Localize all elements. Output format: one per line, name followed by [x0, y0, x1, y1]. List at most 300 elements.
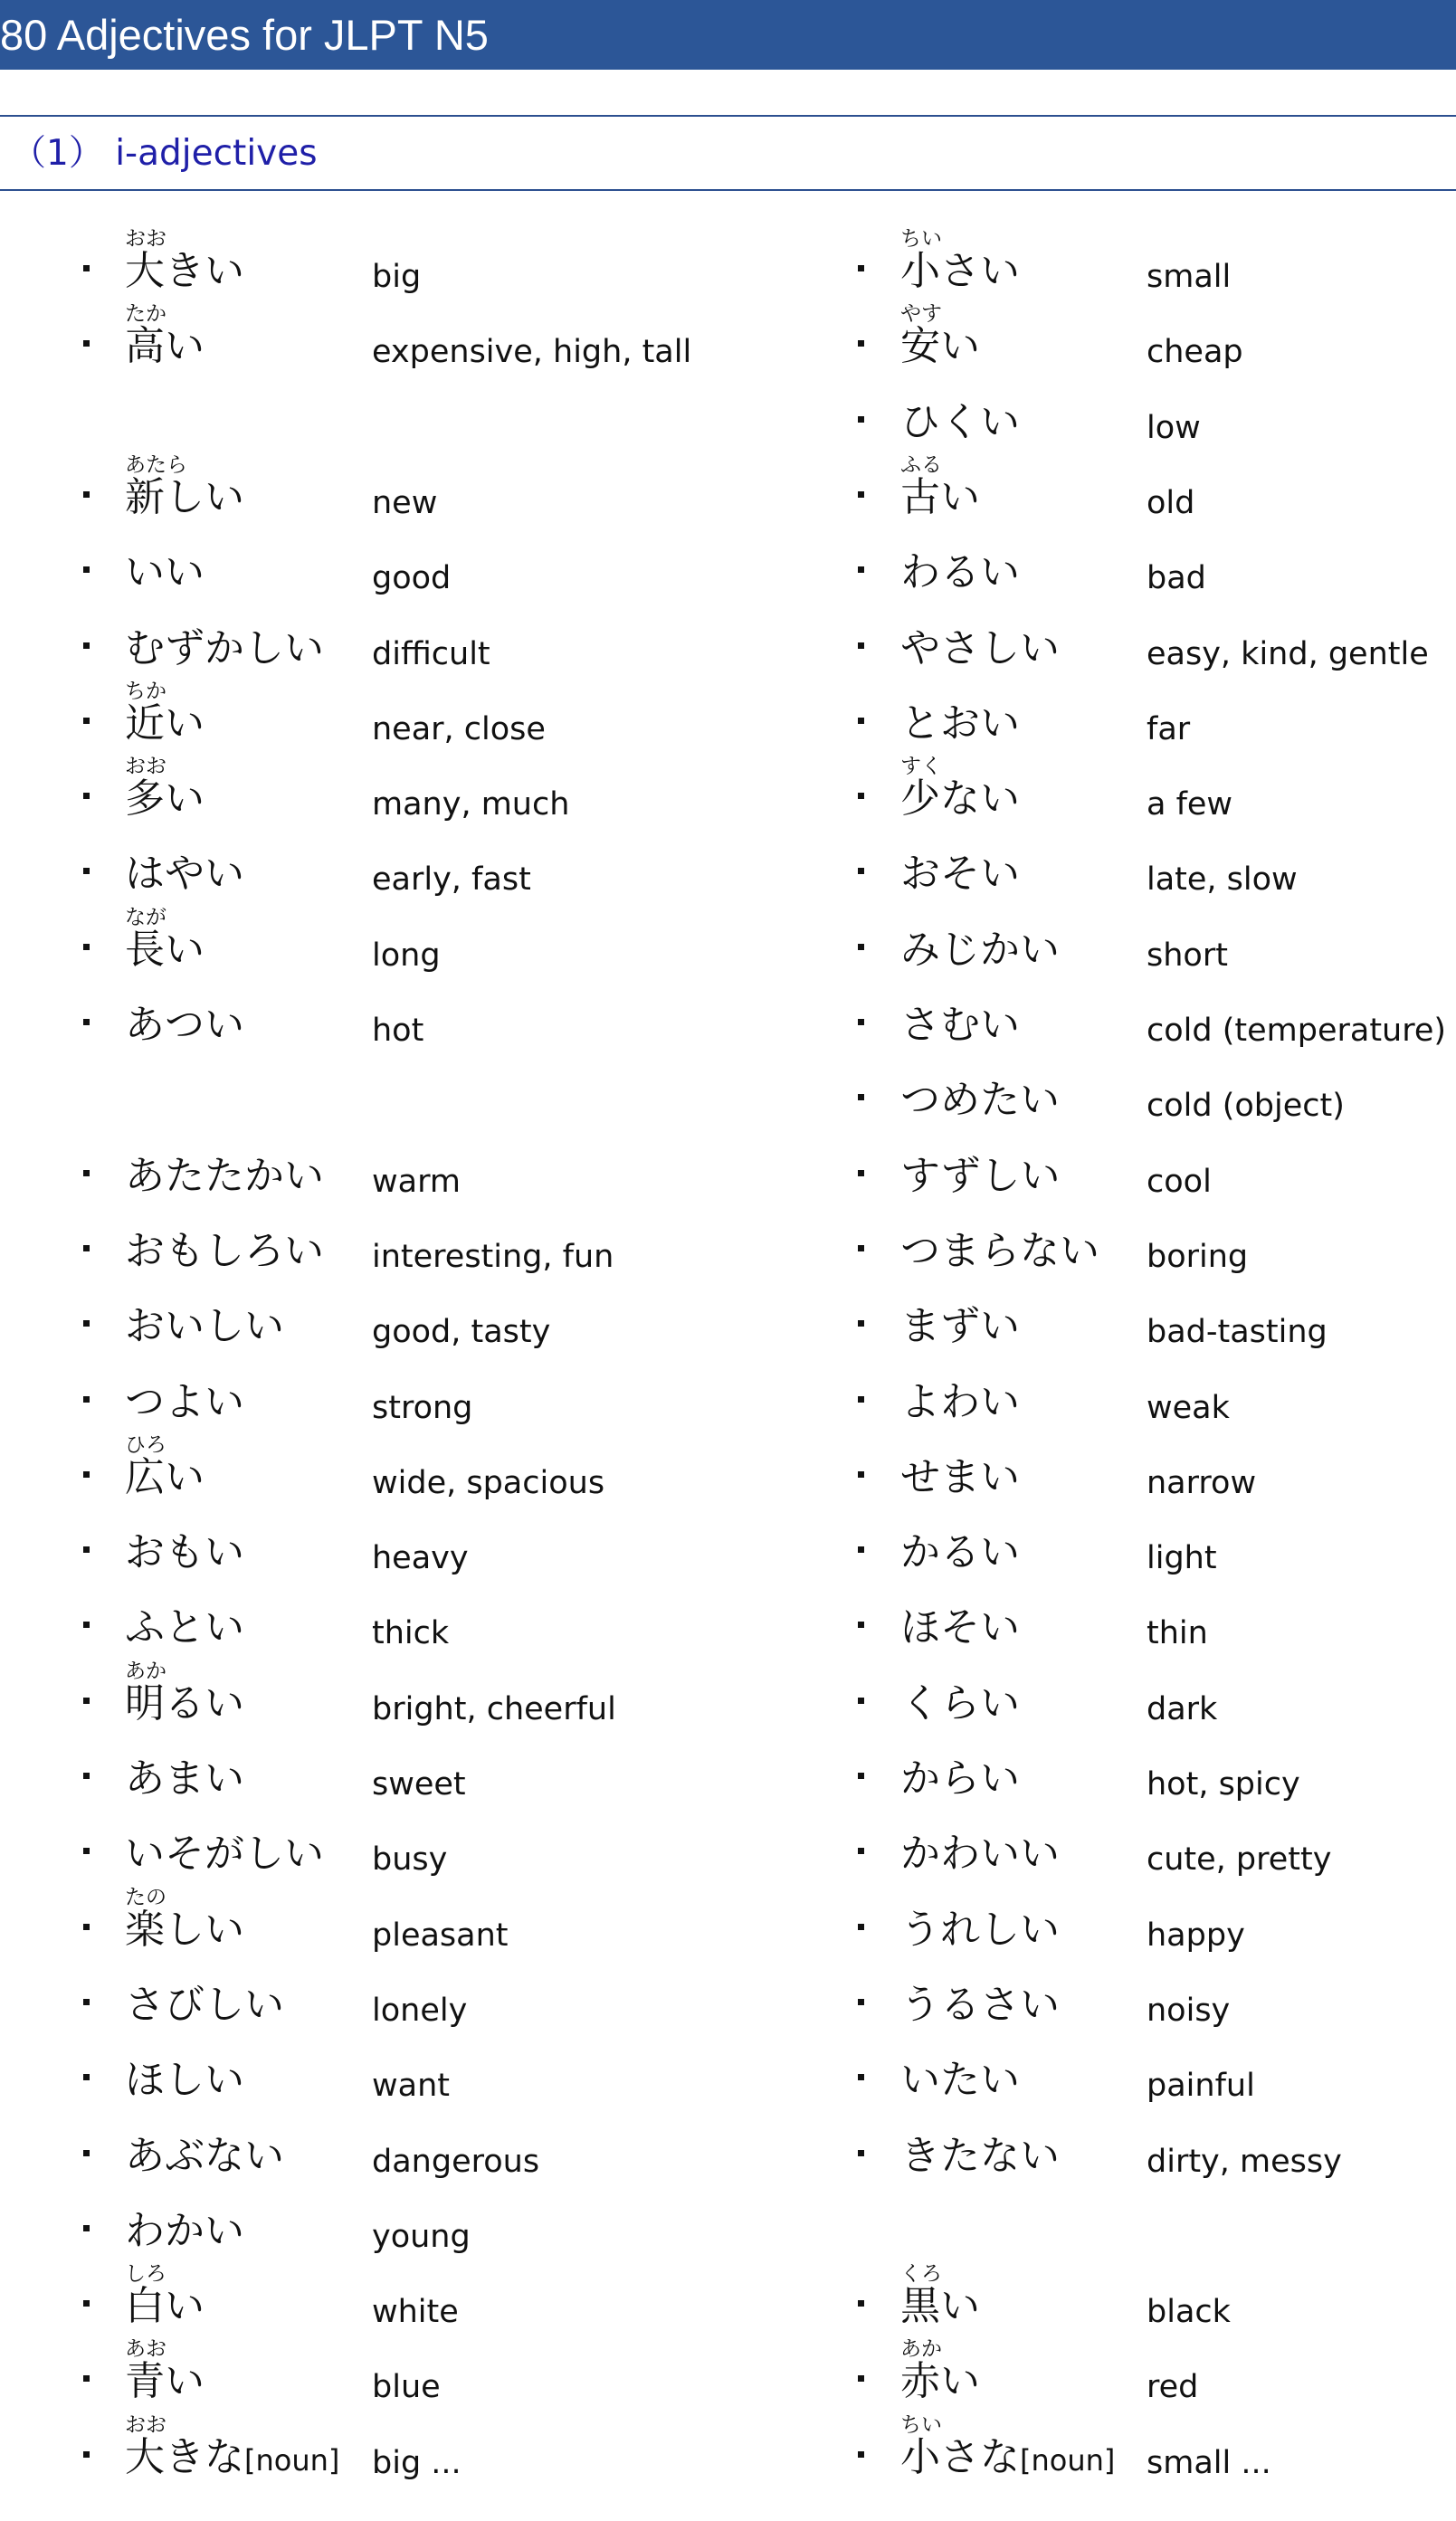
english-meaning: good	[372, 560, 452, 597]
bullet-icon	[83, 2225, 90, 2231]
japanese-word	[125, 624, 324, 671]
vocab-row	[0, 299, 1456, 375]
japanese-word-text: おいしい	[125, 1303, 284, 1350]
vocab-row	[0, 224, 1456, 300]
japanese-word-text: とおい	[900, 699, 1020, 747]
japanese-word-text: つよい	[125, 1378, 244, 1425]
furigana-reading: ちか	[125, 679, 167, 703]
english-meaning: heavy	[372, 1540, 469, 1577]
vocab-entry-left	[0, 1806, 769, 1882]
vocab-entry-right	[774, 1052, 1456, 1128]
japanese-word	[125, 926, 205, 973]
english-meaning: hot	[372, 1013, 424, 1049]
bullet-icon	[858, 718, 864, 724]
english-meaning: lonely	[372, 1992, 468, 2029]
bullet-icon	[858, 1848, 864, 1854]
english-meaning: a few	[1147, 786, 1233, 823]
vocab-entry-left	[0, 2334, 769, 2410]
japanese-word	[125, 1604, 244, 1651]
japanese-word-text: 広い	[125, 1453, 205, 1500]
vocab-row	[0, 1355, 1456, 1431]
japanese-word-text: ほそい	[900, 1604, 1020, 1651]
japanese-word	[125, 2433, 340, 2481]
japanese-word	[900, 624, 1060, 671]
english-meaning: wide, spacious	[372, 1464, 605, 1501]
vocab-entry-left	[0, 2183, 769, 2259]
japanese-word-text: わかい	[125, 2207, 244, 2254]
japanese-word-text: 古い	[900, 473, 980, 520]
vocab-entry-right	[774, 1203, 1456, 1280]
english-meaning: late, slow	[1147, 861, 1298, 899]
japanese-word-text: 多い	[125, 775, 205, 823]
vocab-entry-left	[0, 1430, 769, 1506]
english-meaning: black	[1147, 2294, 1231, 2331]
furigana-reading: あか	[900, 2337, 942, 2362]
english-meaning: big ...	[372, 2444, 462, 2481]
vocab-entry-right	[774, 2108, 1456, 2184]
vocab-entry-right	[774, 751, 1456, 827]
furigana-reading: おお	[125, 755, 167, 779]
japanese-word	[900, 1679, 1020, 1727]
english-meaning: thin	[1147, 1615, 1208, 1652]
furigana-reading: あか	[125, 1659, 167, 1683]
furigana-reading: たの	[125, 1885, 167, 1909]
english-meaning: weak	[1147, 1389, 1230, 1426]
vocab-entry-left	[0, 1957, 769, 2033]
vocab-entry-right	[774, 1580, 1456, 1656]
english-meaning: pleasant	[372, 1917, 509, 1954]
japanese-word-text: おもしろい	[125, 1227, 324, 1274]
english-meaning: painful	[1147, 2068, 1255, 2105]
bullet-icon	[858, 2074, 864, 2080]
japanese-word	[900, 1378, 1020, 1425]
english-meaning: small	[1147, 259, 1232, 295]
japanese-word	[125, 549, 205, 596]
japanese-word	[125, 323, 205, 370]
bullet-icon	[858, 1924, 864, 1930]
japanese-word-text: さびしい	[125, 1981, 284, 2028]
bullet-icon	[83, 1396, 90, 1403]
bullet-icon	[858, 793, 864, 799]
japanese-word	[900, 1077, 1060, 1124]
english-meaning: far	[1147, 710, 1191, 747]
bullet-icon	[83, 340, 90, 347]
bullet-icon	[858, 944, 864, 950]
vocab-entry-right	[774, 1279, 1456, 1355]
bullet-icon	[83, 2150, 90, 2156]
bullet-icon	[858, 265, 864, 271]
furigana-reading: たか	[125, 302, 167, 327]
japanese-word	[125, 1004, 244, 1046]
japanese-word-text: 白い	[125, 2283, 205, 2330]
bullet-icon	[83, 1622, 90, 1628]
japanese-word-text: 近い	[125, 699, 205, 747]
english-meaning: busy	[372, 1841, 448, 1879]
japanese-word-text: 楽しい	[125, 1906, 244, 1953]
japanese-word-text: 小さな	[900, 2433, 1020, 2480]
bullet-icon	[858, 1094, 864, 1100]
english-meaning: boring	[1147, 1238, 1249, 1275]
bullet-icon	[858, 1999, 864, 2005]
japanese-word	[900, 2433, 1116, 2481]
japanese-word	[125, 2057, 244, 2104]
page-title: 80 Adjectives for JLPT N5	[0, 11, 489, 59]
english-meaning: small ...	[1147, 2444, 1271, 2481]
japanese-word-text: 少ない	[900, 775, 1020, 823]
vocab-entry-right	[774, 826, 1456, 902]
japanese-word	[900, 1152, 1061, 1199]
japanese-word	[125, 1303, 284, 1350]
bullet-icon	[858, 1471, 864, 1478]
japanese-word-text: 赤い	[900, 2358, 980, 2405]
vocab-row	[0, 676, 1456, 752]
bullet-icon	[83, 718, 90, 724]
japanese-word	[900, 1529, 1020, 1576]
japanese-word	[900, 1906, 1060, 1953]
japanese-word	[125, 851, 244, 898]
bullet-icon	[83, 1773, 90, 1779]
bullet-icon	[858, 1170, 864, 1176]
vocab-row	[0, 1279, 1456, 1355]
vocab-entry-right	[774, 1882, 1456, 1958]
vocab-entry-left	[0, 601, 769, 677]
vocab-entry-right	[774, 1731, 1456, 1807]
bullet-icon	[83, 1924, 90, 1930]
japanese-word-text: あつい	[125, 1002, 244, 1048]
japanese-word-text: くらい	[900, 1679, 1020, 1727]
vocab-row	[0, 601, 1456, 677]
japanese-word-text: 青い	[125, 2358, 205, 2405]
japanese-word-text: わるい	[900, 549, 1020, 596]
english-meaning: thick	[372, 1615, 450, 1652]
vocab-row	[0, 1128, 1456, 1204]
bullet-icon	[858, 642, 864, 649]
japanese-word-text: 黒い	[900, 2283, 980, 2330]
vocab-row	[0, 1580, 1456, 1656]
english-meaning: dirty, messy	[1147, 2143, 1342, 2180]
vocab-entry-left	[0, 525, 769, 601]
vocab-row	[0, 2108, 1456, 2184]
bullet-icon	[83, 1546, 90, 1553]
japanese-word-text: うるさい	[900, 1981, 1060, 2028]
vocab-entry-right	[774, 2032, 1456, 2108]
japanese-word	[125, 699, 205, 747]
bullet-icon	[858, 1698, 864, 1704]
furigana-reading: おお	[125, 227, 167, 251]
bullet-icon	[83, 265, 90, 271]
vocab-entry-right	[774, 2259, 1456, 2335]
japanese-word	[125, 775, 205, 823]
japanese-word-text: よわい	[900, 1378, 1020, 1425]
vocab-entry-left	[0, 2259, 769, 2335]
english-meaning: narrow	[1147, 1464, 1257, 1501]
vocab-entry-right	[774, 2334, 1456, 2410]
bullet-icon	[83, 2375, 90, 2382]
japanese-word-text: ほしい	[125, 2057, 244, 2104]
english-meaning: low	[1147, 409, 1201, 446]
japanese-word-text: あたたかい	[125, 1152, 324, 1199]
vocab-entry-left	[0, 902, 769, 978]
bullet-icon	[858, 416, 864, 423]
bullet-icon	[858, 491, 864, 498]
bullet-icon	[83, 1999, 90, 2005]
bullet-icon	[858, 2300, 864, 2307]
japanese-word-text: みじかい	[900, 926, 1060, 973]
furigana-reading: くろ	[900, 2262, 942, 2287]
bullet-icon	[83, 1320, 90, 1327]
vocab-entry-left	[0, 224, 769, 300]
bullet-icon	[858, 1019, 864, 1025]
english-meaning: new	[372, 484, 438, 521]
japanese-word	[125, 2132, 284, 2179]
japanese-word	[125, 2283, 205, 2330]
english-meaning: interesting, fun	[372, 1238, 614, 1275]
vocab-entry-left	[0, 977, 769, 1053]
english-meaning: cheap	[1147, 334, 1243, 371]
english-meaning: near, close	[372, 710, 546, 747]
bullet-icon	[858, 1320, 864, 1327]
english-meaning: blue	[372, 2369, 441, 2406]
english-meaning: cold (temperature)	[1147, 1013, 1447, 1049]
vocab-entry-right	[774, 375, 1456, 451]
english-meaning: good, tasty	[372, 1314, 551, 1351]
english-meaning: sweet	[372, 1766, 466, 1803]
english-meaning: expensive, high, tall	[372, 334, 692, 371]
japanese-word	[125, 1227, 324, 1274]
vocab-entry-right	[774, 601, 1456, 677]
bullet-icon	[83, 793, 90, 799]
vocab-row	[0, 2032, 1456, 2108]
furigana-reading: ひろ	[125, 1432, 167, 1457]
english-meaning: light	[1147, 1540, 1217, 1577]
vocab-row	[0, 1430, 1456, 1506]
vocab-entry-right	[774, 224, 1456, 300]
noun-marker: [noun]	[244, 2442, 340, 2478]
japanese-word	[900, 549, 1020, 596]
japanese-word	[900, 2057, 1020, 2104]
japanese-word	[125, 2358, 205, 2405]
vocab-row	[0, 902, 1456, 978]
bullet-icon	[83, 1471, 90, 1478]
vocab-entry-right	[774, 1505, 1456, 1581]
bullet-icon	[83, 1848, 90, 1854]
japanese-word	[125, 1906, 244, 1953]
japanese-word	[900, 1453, 1020, 1500]
japanese-word	[900, 2358, 980, 2405]
japanese-word	[900, 323, 980, 370]
english-meaning: cute, pretty	[1147, 1841, 1332, 1879]
japanese-word	[125, 1152, 324, 1199]
bullet-icon	[83, 1170, 90, 1176]
vocab-row	[0, 525, 1456, 601]
japanese-word	[900, 699, 1020, 747]
english-meaning: easy, kind, gentle	[1147, 635, 1429, 672]
english-meaning: bad-tasting	[1147, 1314, 1328, 1351]
bullet-icon	[858, 566, 864, 573]
vocab-entry-right	[774, 902, 1456, 978]
japanese-word-text: ひくい	[900, 398, 1020, 445]
vocab-row	[0, 977, 1456, 1053]
vocab-row	[0, 1656, 1456, 1732]
japanese-word-text: 大きな	[125, 2433, 244, 2480]
vocab-row	[0, 1505, 1456, 1581]
japanese-word-text: つまらない	[900, 1227, 1099, 1274]
japanese-word-text: からい	[900, 1755, 1020, 1802]
bullet-icon	[83, 1019, 90, 1025]
vocab-row	[0, 2259, 1456, 2335]
bullet-icon	[83, 642, 90, 649]
japanese-word-text: 明るい	[125, 1679, 244, 1727]
japanese-word	[125, 2207, 244, 2254]
vocab-row	[0, 1052, 1456, 1128]
japanese-word-text: いい	[125, 549, 205, 596]
vocab-row	[0, 450, 1456, 526]
vocab-entry-right	[774, 1128, 1456, 1204]
japanese-word	[900, 1604, 1020, 1651]
japanese-word-text: いたい	[900, 2057, 1020, 2104]
bullet-icon	[858, 2375, 864, 2382]
vocab-entry-right	[774, 676, 1456, 752]
vocab-entry-left	[0, 2410, 769, 2486]
japanese-word	[125, 1981, 284, 2028]
bullet-icon	[83, 566, 90, 573]
english-meaning: old	[1147, 484, 1195, 521]
vocab-entry-right	[774, 299, 1456, 375]
japanese-word-text: いそがしい	[125, 1831, 324, 1878]
japanese-word-text: 長い	[125, 926, 205, 973]
english-meaning: warm	[372, 1163, 461, 1200]
english-meaning: happy	[1147, 1917, 1245, 1954]
bullet-icon	[83, 944, 90, 950]
japanese-word	[900, 1303, 1020, 1350]
english-meaning: young	[372, 2218, 471, 2255]
vocab-entry-right	[774, 2410, 1456, 2486]
vocab-entry-left	[0, 1355, 769, 1431]
furigana-reading: ちい	[900, 227, 942, 251]
bullet-icon	[858, 1396, 864, 1403]
english-meaning: red	[1147, 2369, 1199, 2406]
japanese-word	[900, 2132, 1060, 2179]
japanese-word-text: さむい	[900, 1002, 1020, 1048]
english-meaning: strong	[372, 1389, 473, 1426]
vocab-entry-left	[0, 1580, 769, 1656]
vocab-entry-left	[0, 450, 769, 526]
bullet-icon	[83, 491, 90, 498]
english-meaning: cool	[1147, 1163, 1212, 1200]
english-meaning: want	[372, 2068, 450, 2105]
vocab-entry-right	[774, 1957, 1456, 2033]
bullet-icon	[83, 2451, 90, 2458]
japanese-word	[125, 1378, 244, 1425]
vocab-row	[0, 1957, 1456, 2033]
vocab-entry-left	[0, 751, 769, 827]
bullet-icon	[858, 2451, 864, 2458]
furigana-reading: あたら	[125, 452, 187, 477]
furigana-reading: ちい	[900, 2412, 942, 2437]
english-meaning: hot, spicy	[1147, 1766, 1300, 1803]
vocab-row	[0, 1806, 1456, 1882]
vocab-row	[0, 2334, 1456, 2410]
bullet-icon	[83, 2300, 90, 2307]
vocab-entry-right	[774, 1355, 1456, 1431]
japanese-word-text: せまい	[900, 1453, 1020, 1500]
vocab-entry-left	[0, 1128, 769, 1204]
bullet-icon	[83, 1245, 90, 1251]
japanese-word-text: つめたい	[900, 1077, 1060, 1124]
vocab-entry-right	[774, 525, 1456, 601]
japanese-word	[900, 1831, 1060, 1878]
japanese-word-text: やさしい	[900, 624, 1060, 671]
vocab-entry-left	[0, 676, 769, 752]
japanese-word	[900, 2283, 980, 2330]
vocab-entry-left	[0, 299, 769, 375]
vocab-row	[0, 1731, 1456, 1807]
bullet-icon	[858, 1546, 864, 1553]
japanese-word-text: うれしい	[900, 1906, 1060, 1953]
english-meaning: dark	[1147, 1690, 1218, 1727]
japanese-word	[900, 775, 1020, 823]
japanese-word-text: 小さい	[900, 248, 1020, 294]
vocab-entry-right	[774, 450, 1456, 526]
japanese-word-text: かわいい	[900, 1831, 1060, 1878]
vocab-row	[0, 751, 1456, 827]
section-title: （1） i-adjectives	[11, 133, 318, 174]
english-meaning: difficult	[372, 635, 490, 672]
english-meaning: big	[372, 259, 422, 295]
vocab-entry-left	[0, 1656, 769, 1732]
english-meaning: noisy	[1147, 1992, 1231, 2029]
english-meaning: dangerous	[372, 2143, 540, 2180]
japanese-word	[900, 398, 1020, 445]
japanese-word-text: おもい	[125, 1529, 244, 1576]
vocab-entry-right	[774, 977, 1456, 1053]
bullet-icon	[83, 1698, 90, 1704]
english-meaning: cold (object)	[1147, 1088, 1345, 1125]
vocab-row	[0, 2183, 1456, 2259]
japanese-word-text: ふとい	[125, 1604, 244, 1651]
vocab-entry-right	[774, 1656, 1456, 1732]
japanese-word	[900, 1227, 1099, 1274]
japanese-word-text: すずしい	[900, 1152, 1061, 1199]
vocab-entry-left	[0, 1731, 769, 1807]
japanese-word-text: 安い	[900, 323, 980, 370]
furigana-reading: やす	[900, 302, 942, 327]
bullet-icon	[858, 1773, 864, 1779]
bullet-icon	[83, 2074, 90, 2080]
bullet-icon	[83, 868, 90, 874]
english-meaning: early, fast	[372, 861, 531, 899]
english-meaning: bad	[1147, 560, 1206, 597]
japanese-word	[125, 473, 244, 520]
vocab-row	[0, 826, 1456, 902]
japanese-word-text: あまい	[125, 1755, 244, 1802]
vocab-row	[0, 2410, 1456, 2486]
vocab-entry-left	[0, 1279, 769, 1355]
japanese-word	[125, 1529, 244, 1576]
furigana-reading: すく	[900, 755, 942, 779]
japanese-word-text: かるい	[900, 1529, 1020, 1576]
bullet-icon	[858, 1622, 864, 1628]
vocab-entry-left	[0, 1505, 769, 1581]
english-meaning: many, much	[372, 786, 570, 823]
furigana-reading: おお	[125, 2412, 167, 2437]
english-meaning: white	[372, 2294, 459, 2331]
japanese-word	[900, 1981, 1060, 2028]
japanese-word-text: はやい	[125, 851, 244, 898]
japanese-word	[900, 1755, 1020, 1802]
japanese-word-text: まずい	[900, 1303, 1020, 1350]
furigana-reading: なが	[125, 905, 167, 929]
